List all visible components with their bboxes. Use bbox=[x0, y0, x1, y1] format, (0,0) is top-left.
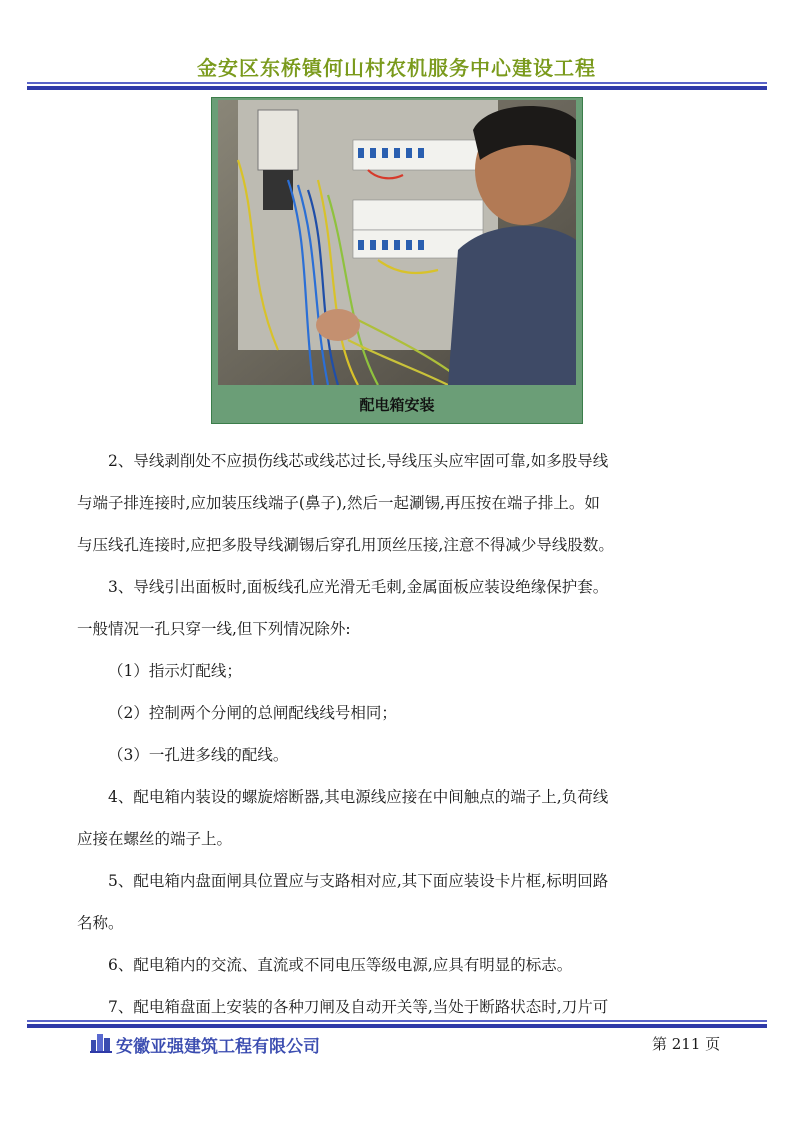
list-item-2: （2）控制两个分闸的总闸配线线号相同； bbox=[108, 704, 397, 722]
paragraph-3-line-2: 一般情况一孔只穿一线,但下列情况除外: bbox=[77, 620, 351, 638]
paragraph-3-line-1: 3、导线引出面板时,面板线孔应光滑无毛刺,金属面板应装设绝缘保护套。 bbox=[108, 578, 609, 596]
figure-caption: 配电箱安装 bbox=[359, 396, 435, 414]
paragraph-5-line-1: 5、配电箱内盘面闸具位置应与支路相对应,其下面应装设卡片框,标明回路 bbox=[108, 872, 609, 890]
figure-box bbox=[211, 97, 583, 424]
paragraph-2-line-1: 2、导线剥削处不应损伤线芯或线芯过长,导线压头应牢固可靠,如多股导线 bbox=[108, 452, 609, 470]
paragraph-2-line-2: 与端子排连接时,应加装压线端子(鼻子),然后一起涮锡,再压按在端子排上。如 bbox=[77, 494, 600, 512]
footer-rule-thin bbox=[27, 1020, 767, 1022]
paragraph-2-line-3: 与压线孔连接时,应把多股导线涮锡后穿孔用顶丝压接,注意不得减少导线股数。 bbox=[77, 536, 614, 554]
list-item-3: （3）一孔进多线的配线。 bbox=[108, 746, 289, 764]
header-rule-thick bbox=[27, 86, 767, 90]
paragraph-4-line-2: 应接在螺丝的端子上。 bbox=[77, 830, 233, 848]
building-logo-icon bbox=[90, 1031, 112, 1058]
body-text bbox=[77, 440, 717, 1028]
footer-company bbox=[90, 1031, 320, 1057]
paragraph-6: 6、配电箱内的交流、直流或不同电压等级电源,应具有明显的标志。 bbox=[108, 956, 573, 974]
page-number: 第 211 页 bbox=[652, 1035, 721, 1053]
list-item-1: （1）指示灯配线； bbox=[108, 662, 242, 680]
electrical-panel-photo bbox=[218, 100, 576, 385]
paragraph-5-line-2: 名称。 bbox=[77, 914, 124, 932]
paragraph-4-line-1: 4、配电箱内装设的螺旋熔断器,其电源线应接在中间触点的端子上,负荷线 bbox=[108, 788, 609, 806]
header-rule-thin bbox=[27, 82, 767, 84]
page-header-title: 金安区东桥镇何山村农机服务中心建设工程 bbox=[197, 56, 596, 80]
paragraph-7-line-1: 7、配电箱盘面上安装的各种刀闸及自动开关等,当处于断路状态时,刀片可 bbox=[108, 998, 609, 1016]
company-name: 安徽亚强建筑工程有限公司 bbox=[116, 1036, 320, 1057]
footer-rule-thick bbox=[27, 1024, 767, 1028]
